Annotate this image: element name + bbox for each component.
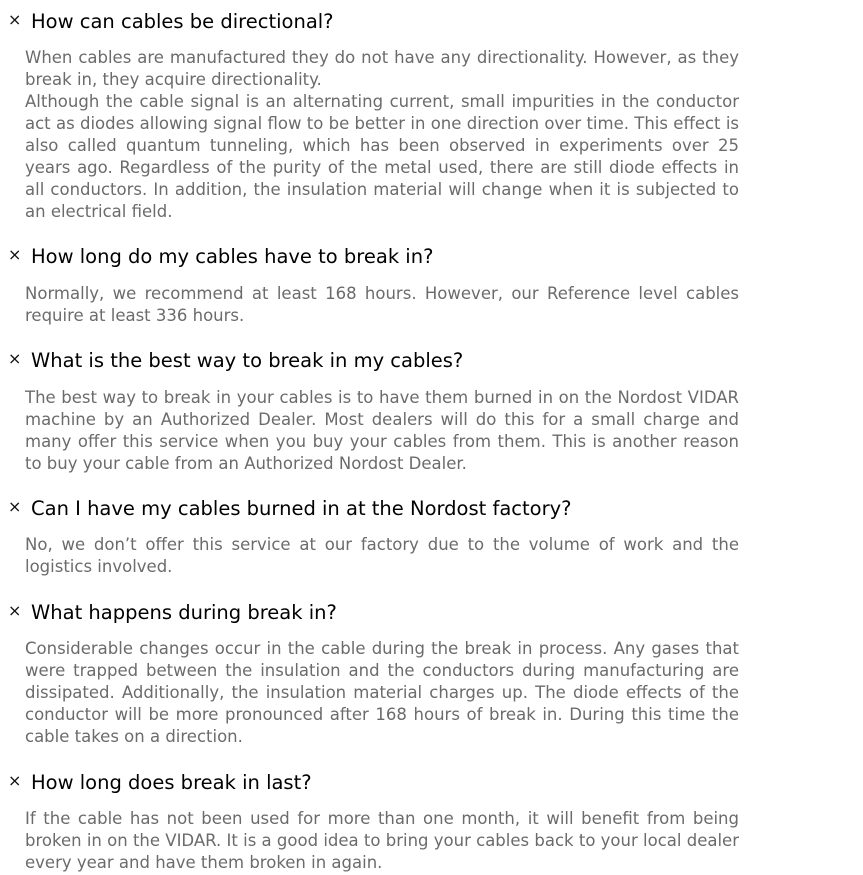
faq-question[interactable]: Can I have my cables burned in at the Nordost factory?	[31, 497, 572, 520]
faq-item	[0, 771, 863, 872]
faq-answer	[25, 47, 739, 223]
faq-item	[0, 497, 863, 576]
faq-question[interactable]: How can cables be directional?	[31, 10, 334, 33]
faq-question-row[interactable]	[0, 601, 863, 631]
faq-question-row[interactable]	[0, 497, 863, 527]
faq-question[interactable]: What happens during break in?	[31, 601, 337, 624]
faq-answer	[25, 387, 739, 475]
faq-item	[0, 10, 863, 221]
faq-item	[0, 601, 863, 746]
faq-question[interactable]: How long do my cables have to break in?	[31, 245, 434, 268]
close-icon[interactable]: ×	[8, 497, 22, 516]
faq-answer-paragraph: Considerable changes occur in the cable during the break in process. Any gases that were trapped between the insulation and the conductors during manufacturing are dissipated. Additionally, the insulation material charges up. The diode effects of the conductor will be more pronounced after 168 hours of break in. During this time the cable takes on a direction.	[25, 639, 739, 746]
faq-answer	[25, 808, 739, 874]
faq-answer-paragraph: When cables are manufactured they do not have any directionality. However, as they break in, they acquire directionality.	[25, 48, 739, 89]
close-icon[interactable]: ×	[8, 10, 22, 29]
faq-answer	[25, 283, 739, 327]
faq-question-row[interactable]	[0, 349, 863, 379]
faq-question-row[interactable]	[0, 245, 863, 275]
faq-question-row[interactable]	[0, 10, 863, 40]
faq-answer-paragraph: No, we don’t offer this service at our factory due to the volume of work and the logistics involved.	[25, 535, 739, 576]
faq-question[interactable]: What is the best way to break in my cables?	[31, 349, 464, 372]
faq-question-row[interactable]	[0, 771, 863, 801]
close-icon[interactable]: ×	[8, 349, 22, 368]
close-icon[interactable]: ×	[8, 601, 22, 620]
faq-answer	[25, 534, 739, 578]
faq-item	[0, 349, 863, 473]
close-icon[interactable]: ×	[8, 245, 22, 264]
faq-answer-paragraph: If the cable has not been used for more than one month, it will benefit from being broken in on the VIDAR. It is a good idea to bring your cables back to your local dealer every year and have them broken in again.	[25, 809, 739, 872]
faq-answer-paragraph: Normally, we recommend at least 168 hours. However, our Reference level cables require at least 336 hours.	[25, 284, 739, 325]
faq-answer-paragraph: The best way to break in your cables is to have them burned in on the Nordost VIDAR machine by an Authorized Dealer. Most dealers will do this for a small charge and many offer this service when you buy your cables from them. This is another reason to buy your cable from an Authorized Nordost Dealer.	[25, 388, 739, 473]
faq-answer-paragraph: Although the cable signal is an alternating current, small impurities in the conductor act as diodes allowing signal flow to be better in one direction over time. This effect is also called quantum tunneling, which has been observed in experiments over 25 years ago. Regardless of the purity of the metal used, there are still diode effects in all conductors. In addition, the insulation material will change when it is subjected to an electrical field.	[25, 92, 739, 221]
faq-answer	[25, 638, 739, 748]
close-icon[interactable]: ×	[8, 771, 22, 790]
faq-item	[0, 245, 863, 325]
faq-question[interactable]: How long does break in last?	[31, 771, 312, 794]
